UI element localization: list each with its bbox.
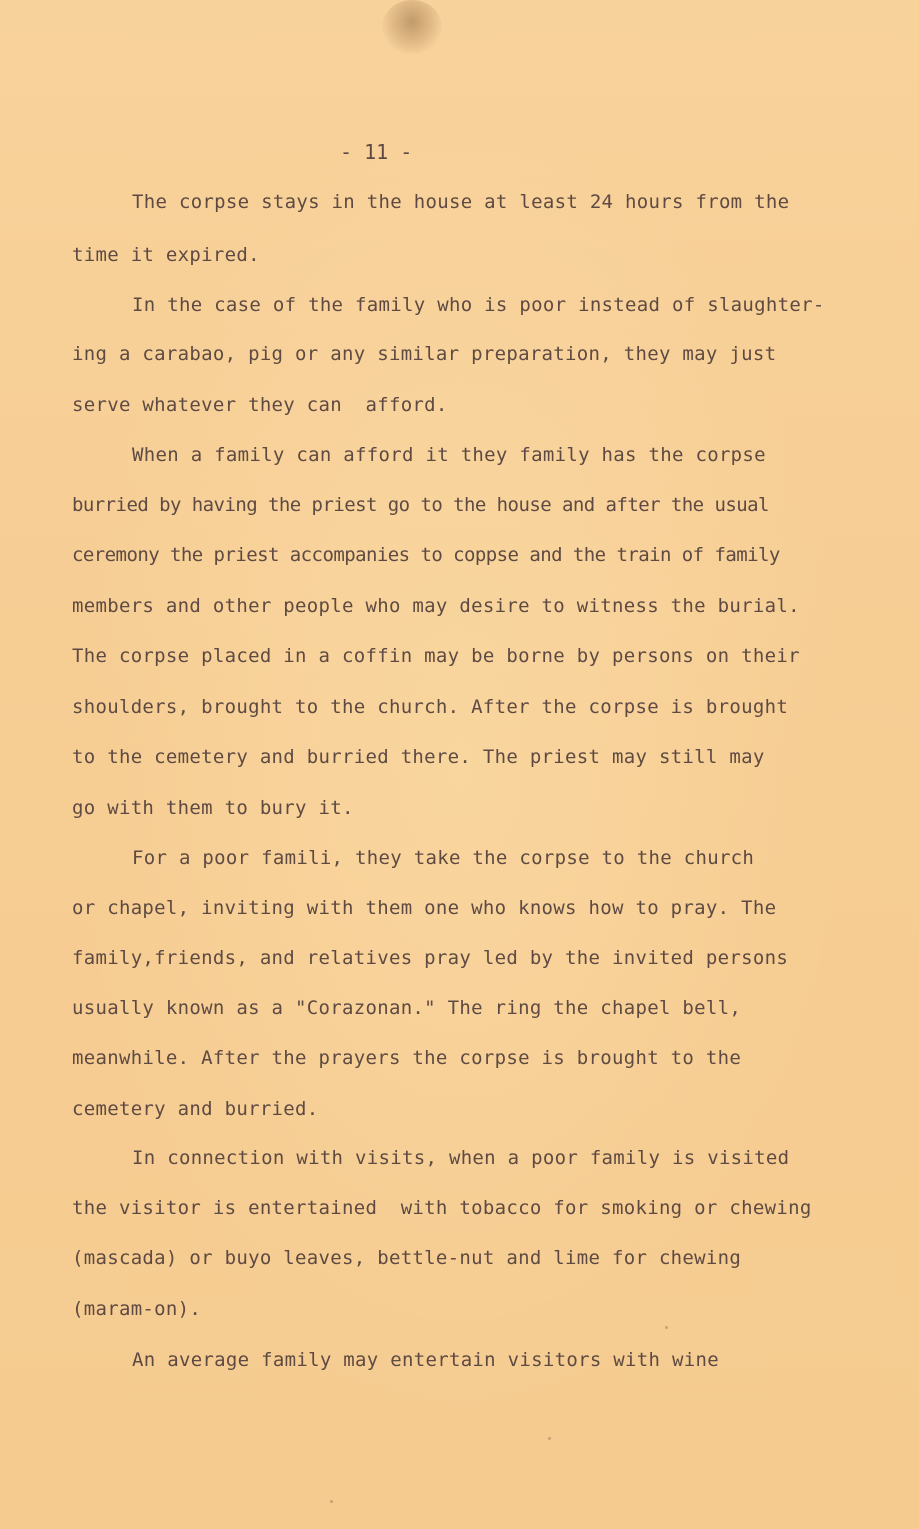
text-line: to the cemetery and burried there. The priest may still may: [72, 746, 765, 768]
text-line: (mascada) or buyo leaves, bettle-nut and lime for chewing: [72, 1247, 742, 1269]
page-number: - 11 -: [340, 140, 413, 164]
text-line: The corpse stays in the house at least 24 hours from the: [132, 191, 790, 213]
text-line: burried by having the priest go to the house and after the usual: [72, 494, 769, 516]
text-line: (maram-on).: [72, 1298, 202, 1320]
text-line: go with them to bury it.: [72, 797, 354, 819]
text-line: the visitor is entertained with tobacco for smoking or chewing: [72, 1197, 812, 1219]
text-line: or chapel, inviting with them one who knows how to pray. The: [72, 897, 777, 919]
text-line: family,friends, and relatives pray led by the invited persons: [72, 947, 789, 969]
text-line: meanwhile. After the prayers the corpse is brought to the: [72, 1047, 742, 1069]
paper-stain: [382, 0, 442, 54]
text-line: members and other people who may desire to witness the burial.: [72, 595, 800, 617]
text-line: In the case of the family who is poor instead of slaughter-: [132, 294, 825, 316]
text-line: In connection with visits, when a poor family is visited: [132, 1147, 790, 1169]
text-line: ceremony the priest accompanies to coppse and the train of family: [72, 544, 780, 566]
text-line: usually known as a "Corazonan." The ring the chapel bell,: [72, 997, 742, 1019]
text-line: shoulders, brought to the church. After the corpse is brought: [72, 696, 789, 718]
paper-speck: [548, 1437, 551, 1440]
text-line: An average family may entertain visitors with wine: [132, 1349, 719, 1371]
text-line: cemetery and burried.: [72, 1098, 319, 1120]
text-line: For a poor famili, they take the corpse to the church: [132, 847, 755, 869]
text-line: serve whatever they can afford.: [72, 394, 448, 416]
text-line: When a family can afford it they family has the corpse: [132, 444, 766, 466]
paper-speck: [665, 1326, 668, 1329]
text-line: The corpse placed in a coffin may be borne by persons on their: [72, 645, 800, 667]
paper-speck: [330, 1500, 333, 1503]
text-line: time it expired.: [72, 244, 260, 266]
text-line: ing a carabao, pig or any similar preparation, they may just: [72, 343, 777, 365]
